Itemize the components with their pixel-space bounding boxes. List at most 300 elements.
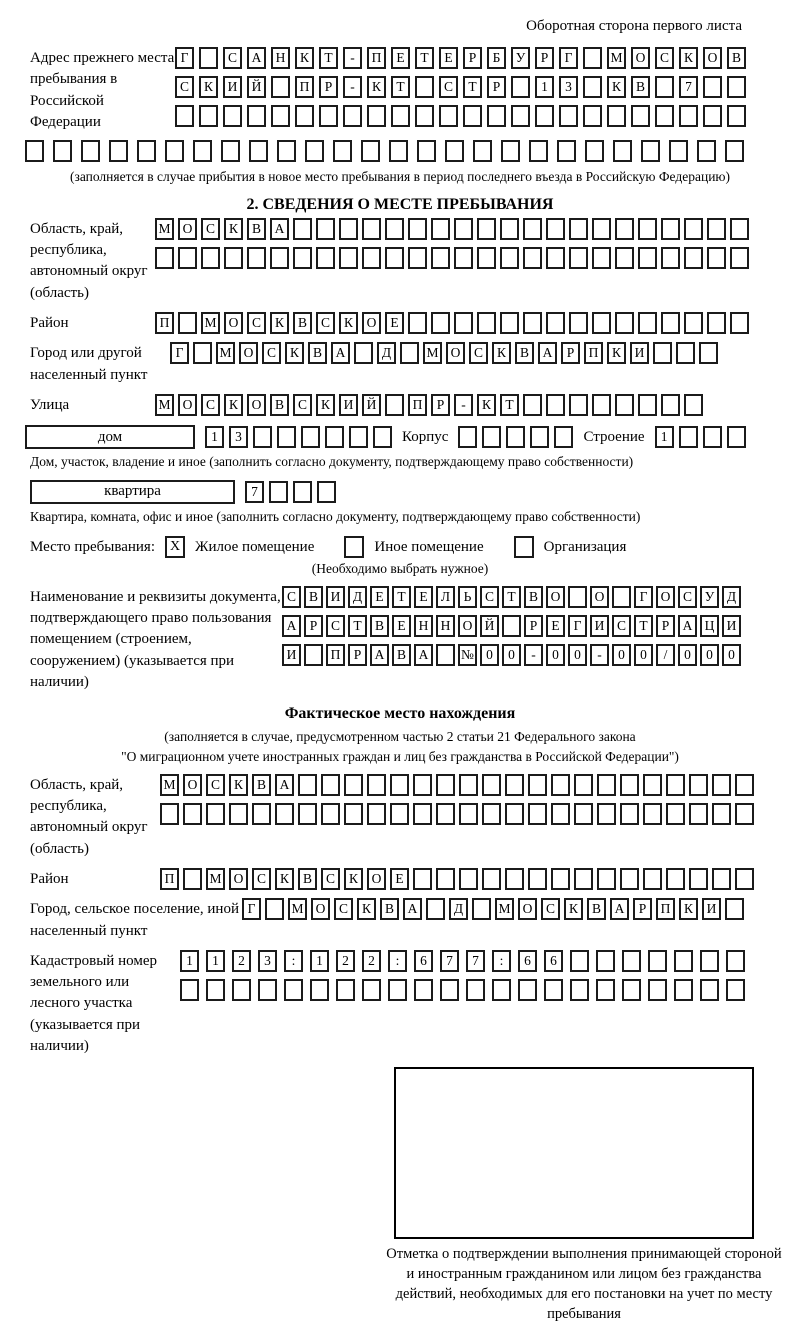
char-cell <box>344 774 363 796</box>
char-cell <box>390 803 409 825</box>
document-block <box>30 586 800 693</box>
char-cell: Б <box>487 47 506 69</box>
char-cell <box>137 140 156 162</box>
char-cell <box>700 950 719 972</box>
char-cell: В <box>370 615 389 637</box>
char-cell: К <box>316 394 335 416</box>
char-cell <box>592 247 611 269</box>
char-cell: И <box>590 615 609 637</box>
char-cell <box>436 774 455 796</box>
char-cell: : <box>388 950 407 972</box>
char-cell: 0 <box>678 644 697 666</box>
char-cell: А <box>370 644 389 666</box>
char-cell <box>615 312 634 334</box>
char-cell <box>160 803 179 825</box>
char-cell: В <box>252 774 271 796</box>
stay-option-other-label: Иное помещение <box>374 538 484 555</box>
char-cell: С <box>321 868 340 890</box>
char-cell: К <box>344 868 363 890</box>
char-cell <box>596 979 615 1001</box>
char-cell: В <box>308 342 327 364</box>
char-cell: К <box>224 218 243 240</box>
char-cell <box>362 979 381 1001</box>
char-cell <box>620 803 639 825</box>
char-cell <box>559 105 578 127</box>
char-cell: М <box>495 898 514 920</box>
char-cell: 0 <box>502 644 521 666</box>
char-cell <box>206 979 225 1001</box>
char-cell: О <box>239 342 258 364</box>
char-cell: К <box>295 47 314 69</box>
char-cell <box>638 394 657 416</box>
document-cell-rows <box>282 586 741 666</box>
char-cell <box>697 140 716 162</box>
char-cell <box>81 140 100 162</box>
char-cell <box>413 774 432 796</box>
korpus-row <box>458 426 573 448</box>
char-cell <box>643 803 662 825</box>
char-cell <box>500 247 519 269</box>
char-cell: 3 <box>258 950 277 972</box>
char-cell: Т <box>463 76 482 98</box>
char-cell <box>415 105 434 127</box>
actual-region-row-2 <box>160 803 754 825</box>
char-cell <box>339 218 358 240</box>
char-cell <box>546 394 565 416</box>
char-cell <box>511 76 530 98</box>
char-cell <box>367 105 386 127</box>
char-cell: 6 <box>544 950 563 972</box>
char-cell: С <box>439 76 458 98</box>
char-cell <box>193 342 212 364</box>
char-cell: О <box>367 868 386 890</box>
region-row-1 <box>155 218 749 240</box>
char-cell <box>193 140 212 162</box>
char-cell <box>583 47 602 69</box>
char-cell: И <box>282 644 301 666</box>
char-cell <box>431 247 450 269</box>
char-cell: О <box>311 898 330 920</box>
char-cell <box>454 312 473 334</box>
char-cell: А <box>282 615 301 637</box>
char-cell <box>247 105 266 127</box>
document-label: Наименование и реквизиты документа, подтверждающего право пользования помещением (строением, сооружением) (указывается при наличии) <box>30 588 281 690</box>
char-cell <box>180 979 199 1001</box>
cadastral-block <box>30 950 800 1057</box>
char-cell <box>735 868 754 890</box>
char-cell: 1 <box>206 950 225 972</box>
char-cell <box>505 868 524 890</box>
stay-option-organization-checkbox <box>514 536 534 558</box>
char-cell <box>277 140 296 162</box>
char-cell <box>388 979 407 1001</box>
char-cell: М <box>206 868 225 890</box>
char-cell <box>482 868 501 890</box>
char-cell: О <box>229 868 248 890</box>
char-cell <box>684 247 703 269</box>
char-cell: Н <box>436 615 455 637</box>
char-cell: Й <box>480 615 499 637</box>
char-cell <box>293 247 312 269</box>
char-cell <box>436 803 455 825</box>
char-cell: 0 <box>700 644 719 666</box>
char-cell: № <box>458 644 477 666</box>
char-cell <box>674 950 693 972</box>
char-cell: 7 <box>679 76 698 98</box>
char-cell <box>528 774 547 796</box>
char-cell: К <box>357 898 376 920</box>
char-cell: Е <box>546 615 565 637</box>
char-cell: С <box>293 394 312 416</box>
char-cell: Р <box>535 47 554 69</box>
stay-option-organization-label: Организация <box>543 538 627 555</box>
char-cell: С <box>480 586 499 608</box>
char-cell: М <box>155 394 174 416</box>
char-cell: 7 <box>245 481 264 503</box>
prev-address-label: Адрес прежнего места пребывания в Российской Федерации <box>30 50 175 130</box>
char-cell: И <box>339 394 358 416</box>
char-cell <box>414 979 433 1001</box>
district-label: Район <box>30 314 69 331</box>
char-cell: Г <box>634 586 653 608</box>
char-cell <box>400 342 419 364</box>
char-cell: В <box>298 868 317 890</box>
region-label: Область, край, республика, автономный округ (область) <box>30 220 148 301</box>
actual-region-block <box>30 774 800 860</box>
char-cell <box>500 218 519 240</box>
char-cell <box>730 247 749 269</box>
char-cell <box>408 312 427 334</box>
char-cell <box>53 140 72 162</box>
char-cell: Р <box>463 47 482 69</box>
char-cell: О <box>224 312 243 334</box>
char-cell: С <box>175 76 194 98</box>
char-cell <box>653 342 672 364</box>
char-cell <box>530 426 549 448</box>
char-cell: Г <box>559 47 578 69</box>
char-cell <box>511 105 530 127</box>
prev-address-overflow-row <box>25 140 800 162</box>
char-cell <box>316 247 335 269</box>
char-cell <box>727 76 746 98</box>
char-cell <box>344 803 363 825</box>
char-cell <box>641 140 660 162</box>
char-cell <box>199 105 218 127</box>
char-cell: О <box>518 898 537 920</box>
char-cell <box>206 803 225 825</box>
char-cell <box>440 979 459 1001</box>
char-cell <box>408 218 427 240</box>
char-cell <box>431 218 450 240</box>
char-cell: К <box>607 342 626 364</box>
char-cell: В <box>247 218 266 240</box>
char-cell <box>712 774 731 796</box>
char-cell <box>253 426 272 448</box>
char-cell <box>585 140 604 162</box>
char-cell: У <box>700 586 719 608</box>
char-cell: О <box>362 312 381 334</box>
char-cell <box>557 140 576 162</box>
char-cell: К <box>367 76 386 98</box>
house-note: Дом, участок, владение и иное (заполнить согласно документу, подтверждающему право собственности) <box>30 454 634 470</box>
district-row <box>155 312 749 334</box>
char-cell <box>224 247 243 269</box>
char-cell: И <box>326 586 345 608</box>
char-cell: К <box>339 312 358 334</box>
char-cell: Ц <box>700 615 719 637</box>
char-cell: О <box>446 342 465 364</box>
char-cell <box>730 218 749 240</box>
actual-region-label: Область, край, республика, автономный округ (область) <box>30 776 148 857</box>
char-cell <box>295 105 314 127</box>
stamp-note: Отметка о подтверждении выполнения принимающей стороной и иностранным гражданином или лицом без гражданства действий, необходимых для его постановки на учет по месту пребывания <box>386 1246 782 1323</box>
stay-place-block <box>30 536 800 558</box>
stamp-box <box>394 1067 754 1239</box>
char-cell <box>551 774 570 796</box>
char-cell: П <box>295 76 314 98</box>
char-cell <box>689 774 708 796</box>
char-cell: О <box>656 586 675 608</box>
char-cell: - <box>524 644 543 666</box>
char-cell <box>178 247 197 269</box>
char-cell <box>277 426 296 448</box>
char-cell: 2 <box>362 950 381 972</box>
char-cell <box>669 140 688 162</box>
char-cell: - <box>343 47 362 69</box>
char-cell <box>613 140 632 162</box>
char-cell <box>684 312 703 334</box>
document-row-2 <box>282 615 741 637</box>
city-row <box>170 342 718 364</box>
char-cell: У <box>511 47 530 69</box>
char-cell <box>546 312 565 334</box>
char-cell <box>293 218 312 240</box>
apartment-type-box: квартира <box>30 480 235 504</box>
char-cell: Т <box>319 47 338 69</box>
char-cell <box>391 105 410 127</box>
char-cell <box>592 312 611 334</box>
char-cell <box>293 481 312 503</box>
char-cell: Е <box>390 868 409 890</box>
char-cell <box>304 644 323 666</box>
char-cell: С <box>541 898 560 920</box>
char-cell <box>472 898 491 920</box>
char-cell: 0 <box>546 644 565 666</box>
char-cell <box>529 140 548 162</box>
char-cell <box>622 979 641 1001</box>
char-cell <box>336 979 355 1001</box>
char-cell <box>679 105 698 127</box>
char-cell <box>373 426 392 448</box>
char-cell: К <box>607 76 626 98</box>
char-cell: К <box>270 312 289 334</box>
house-number-row <box>205 426 392 448</box>
char-cell <box>569 247 588 269</box>
stay-place-label: Место пребывания: <box>30 538 155 555</box>
char-cell: 2 <box>336 950 355 972</box>
char-cell: М <box>423 342 442 364</box>
char-cell <box>631 105 650 127</box>
char-cell: Р <box>524 615 543 637</box>
char-cell: М <box>288 898 307 920</box>
char-cell <box>666 803 685 825</box>
char-cell <box>574 803 593 825</box>
char-cell <box>725 898 744 920</box>
stay-option-residential-label: Жилое помещение <box>195 538 315 555</box>
char-cell: С <box>326 615 345 637</box>
char-cell: К <box>477 394 496 416</box>
char-cell: А <box>538 342 557 364</box>
char-cell <box>459 868 478 890</box>
char-cell: 1 <box>655 426 674 448</box>
char-cell <box>454 247 473 269</box>
char-cell <box>349 426 368 448</box>
char-cell <box>492 979 511 1001</box>
char-cell: 3 <box>559 76 578 98</box>
char-cell: Д <box>449 898 468 920</box>
char-cell <box>415 76 434 98</box>
actual-location-note-2: "О миграционном учете иностранных граждан и лиц без гражданства в Российской Федерации") <box>121 749 679 765</box>
char-cell: Т <box>392 586 411 608</box>
char-cell <box>321 803 340 825</box>
char-cell <box>726 979 745 1001</box>
char-cell <box>574 868 593 890</box>
char-cell: С <box>282 586 301 608</box>
char-cell <box>615 247 634 269</box>
char-cell: Е <box>391 47 410 69</box>
char-cell <box>247 247 266 269</box>
char-cell <box>413 868 432 890</box>
char-cell <box>183 803 202 825</box>
char-cell: А <box>610 898 629 920</box>
char-cell: 3 <box>229 426 248 448</box>
char-cell <box>343 105 362 127</box>
char-cell: А <box>247 47 266 69</box>
char-cell: П <box>408 394 427 416</box>
char-cell <box>569 312 588 334</box>
cadastral-label: Кадастровый номер земельного или лесного участка (указывается при наличии) <box>30 952 157 1054</box>
char-cell <box>385 247 404 269</box>
char-cell <box>620 774 639 796</box>
char-cell <box>109 140 128 162</box>
char-cell: Р <box>319 76 338 98</box>
char-cell: Е <box>392 615 411 637</box>
char-cell <box>258 979 277 1001</box>
char-cell: Д <box>722 586 741 608</box>
char-cell: С <box>252 868 271 890</box>
char-cell <box>199 47 218 69</box>
char-cell <box>155 247 174 269</box>
cadastral-row-2 <box>180 979 745 1001</box>
actual-region-cell-rows <box>160 774 754 825</box>
char-cell <box>535 105 554 127</box>
char-cell: Г <box>242 898 261 920</box>
char-cell <box>612 586 631 608</box>
char-cell <box>301 426 320 448</box>
cadastral-row-1 <box>180 950 745 972</box>
char-cell <box>583 105 602 127</box>
char-cell: Л <box>436 586 455 608</box>
char-cell <box>305 140 324 162</box>
char-cell: - <box>454 394 473 416</box>
char-cell <box>445 140 464 162</box>
stamp-area <box>386 1067 782 1324</box>
char-cell <box>523 247 542 269</box>
char-cell <box>25 140 44 162</box>
char-cell <box>408 247 427 269</box>
actual-location-note-1: (заполняется в случае, предусмотренном частью 2 статьи 21 Федерального закона <box>164 729 636 745</box>
char-cell <box>707 312 726 334</box>
char-cell <box>684 394 703 416</box>
char-cell: А <box>678 615 697 637</box>
char-cell: О <box>183 774 202 796</box>
char-cell: П <box>584 342 603 364</box>
char-cell <box>178 312 197 334</box>
char-cell <box>362 218 381 240</box>
char-cell <box>275 803 294 825</box>
char-cell <box>232 979 251 1001</box>
char-cell: С <box>223 47 242 69</box>
char-cell <box>735 774 754 796</box>
char-cell <box>385 218 404 240</box>
char-cell <box>459 803 478 825</box>
char-cell: : <box>492 950 511 972</box>
actual-region-row-1 <box>160 774 754 796</box>
char-cell <box>298 774 317 796</box>
char-cell <box>725 140 744 162</box>
char-cell: Т <box>500 394 519 416</box>
char-cell: Д <box>377 342 396 364</box>
char-cell <box>528 803 547 825</box>
char-cell: П <box>155 312 174 334</box>
document-row-3 <box>282 644 741 666</box>
char-cell <box>638 312 657 334</box>
char-cell <box>271 76 290 98</box>
char-cell <box>679 426 698 448</box>
district-block <box>30 312 800 334</box>
char-cell: К <box>224 394 243 416</box>
char-cell: Й <box>362 394 381 416</box>
char-cell <box>477 247 496 269</box>
char-cell <box>319 105 338 127</box>
char-cell: Г <box>568 615 587 637</box>
char-cell: Р <box>656 615 675 637</box>
char-cell <box>727 105 746 127</box>
char-cell: С <box>201 218 220 240</box>
char-cell <box>523 218 542 240</box>
char-cell: О <box>247 394 266 416</box>
apartment-block <box>30 480 800 504</box>
char-cell <box>730 312 749 334</box>
char-cell: О <box>178 394 197 416</box>
apartment-note: Квартира, комната, офис и иное (заполнить согласно документу, подтверждающему право собственности) <box>30 508 641 524</box>
actual-district-label: Район <box>30 870 69 887</box>
char-cell <box>620 868 639 890</box>
char-cell: Е <box>439 47 458 69</box>
char-cell: А <box>331 342 350 364</box>
document-row-1 <box>282 586 741 608</box>
char-cell <box>436 644 455 666</box>
char-cell: К <box>229 774 248 796</box>
prev-address-row-1 <box>175 47 746 69</box>
char-cell <box>500 312 519 334</box>
char-cell <box>546 218 565 240</box>
char-cell: - <box>343 76 362 98</box>
char-cell <box>597 803 616 825</box>
char-cell: О <box>546 586 565 608</box>
char-cell <box>310 979 329 1001</box>
char-cell: К <box>275 868 294 890</box>
